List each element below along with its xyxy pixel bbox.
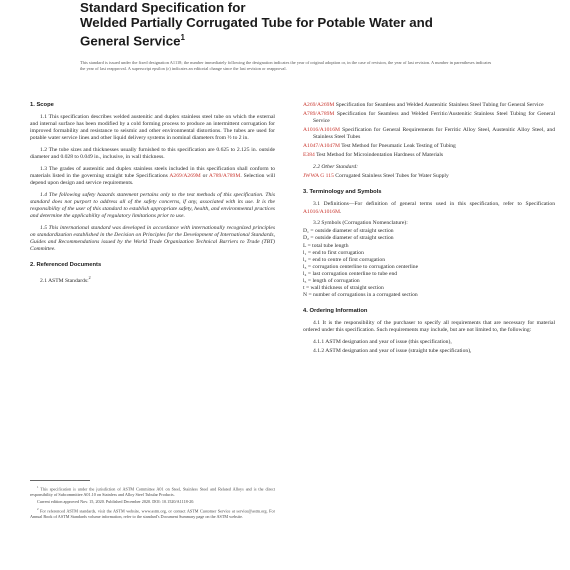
reference-link[interactable]: A269/A269M [303,102,335,108]
section-heading-terminology: 3. Terminology and Symbols [303,189,382,196]
issue-statement: This standard is issued under the fixed designation A1118; the number immediately following the designation indicates the year of original adoption or, in the case of revision, the year of last revision. A number in parentheses indicates the year of last reapproval. A superscript epsilon (ε) indicates an editorial change since the last revision or reapproval. [80,60,492,71]
paragraph-4-1-2: 4.1.2 ASTM designation and year of issue (straight tube specification), [313,347,472,354]
link-a269[interactable]: A269/A269M [169,172,201,179]
reference-link[interactable]: A1016/A1016M [303,127,340,134]
reference-item: A789/A789M Specification for Seamless and Welded Ferritic/Austenitic Stainless Steel Tubing for General Service [303,111,555,125]
reference-item: JWWA G 115 Corrugated Stainless Steel Tubes for Water Supply [303,173,449,180]
symbol-list [303,228,555,298]
symbol-item: l₅ = length of corrugation [303,277,360,284]
reference-link[interactable]: E384 [303,152,315,159]
title-line-1: Standard Specification for [80,0,246,15]
section-heading-referenced-documents: 2. Referenced Documents [30,262,102,269]
paragraph-2-1: 2.1 ASTM Standards:$^2$ [40,275,91,284]
footnote-2: $^2$ For referenced ASTM standards, visit the ASTM website, www.astm.org, or contact ASTM Customer Service at service@astm.org. For Annual Book of ASTM Standards volume information, refer to the standard's Document Summary page on the ASTM website. [30,507,275,519]
link-a1016[interactable]: A1016/A1016M [303,208,340,215]
title-line-3: General Service$^1$ [80,33,185,49]
footnote-mark-2: 2 [88,275,91,281]
title-footnote-mark: 1 [180,33,185,42]
reference-item: E384 Test Method for Microindentation Hardness of Materials [303,152,444,159]
symbol-item: D₁ = outside diameter of straight section [303,228,394,235]
footnote-1: $^1$ This specification is under the jurisdiction of ASTM Committee A01 on Steel, Stainless Steel and Related Alloys and is the direct responsibility of Subcommittee A01.10 on Stainless and Alloy Steel Tubular Products. [30,485,275,497]
reference-item: A1016/A1016M Specification for General Requirements for Ferritic Alloy Steel, Austenitic Alloy Steel, and Stainless Steel Tubes [303,127,555,141]
symbol-item: l₄ = last corrugation centerline to tube end [303,270,398,277]
paragraph-2-2: 2.2 Other Standard: [313,164,359,171]
paragraph-4-1-1: 4.1.1 ASTM designation and year of issue (this specification), [313,338,452,345]
reference-link[interactable]: JWWA G 115 [303,173,334,180]
symbol-item: D₂ = outside diameter of straight section [303,235,394,242]
paragraph-3-1: 3.1 Definitions—For definition of general terms used in this specification, refer to Specification A1016/A1016M. [303,201,555,215]
symbol-item: N = number of corrugations in a corrugated section [303,291,418,298]
paragraph-1-2: 1.2 The tube sizes and thicknesses usually furnished to this specification are 0.625 to 2.125 in. outside diameter and 0.028 to 0.049 in., inclusive, in wall thickness. [30,147,275,161]
document-title [80,0,520,48]
link-a789[interactable]: A789/A789M [208,172,241,179]
paragraph-3-2: 3.2 Symbols (Corrugation Nomenclature): [313,220,408,227]
reference-item: A1047/A1047M Test Method for Pneumatic Leak Testing of Tubing [303,143,456,150]
paragraph-4-1: 4.1 It is the responsibility of the purchaser to specify all requirements that are necessary for material ordered under this specification. Such requirements may include, but are not limited to, the following: [303,319,555,333]
symbol-item: t = wall thickness of straight section [303,284,384,291]
footnote-edition: Current edition approved Nov. 15, 2020. Published December 2020. DOI: 10.1520/A1118-20. [37,499,195,505]
reference-link[interactable]: A1047/A1047M [303,143,340,150]
symbol-item: l₂ = end to centre of first corrugation [303,256,385,263]
paragraph-1-4: 1.4 The following safety hazards statement pertains only to the test methods of this specification. This standard does not purport to address all of the safety concerns, if any, associated with its use. It is the responsibility of the user of this standard to establish appropriate safety, health, and environmental practices and determine the applicability of regulatory limitations prior to use. [30,191,275,219]
paragraph-1-5: 1.5 This international standard was developed in accordance with internationally recognized principles on standardization established in the Decision on Principles for the Development of International Standards, Guides and Recommendations issued by the World Trade Organization Technical Barriers to Trade (TBT) Committee. [30,224,275,252]
title-line-2: Welded Partially Corrugated Tube for Potable Water and [80,15,433,30]
footnote-divider [30,480,90,481]
symbol-item: l₃ = corrugation centerline to corrugation centerline [303,263,419,270]
section-heading-scope: 1. Scope [30,102,54,108]
section-heading-ordering: 4. Ordering Information [303,307,368,314]
reference-item: A269/A269M Specification for Seamless and Welded Austenitic Stainless Steel Tubing for General Service [303,102,544,108]
footnotes [30,485,275,521]
symbol-item: l₁ = end to first corrugation [303,249,364,256]
left-column [30,102,275,290]
reference-link[interactable]: A789/A789M [303,111,335,118]
paragraph-1-3: 1.3 The grades of austenitic and duplex stainless steels included in this specification shall conform to materials listed in the governing straight tube Specifications A269/A269M or A789/A789M. Selection will depend upon design and service requirements. [30,165,276,187]
symbol-item: L = total tube length [303,242,349,249]
right-column [303,102,555,360]
paragraph-1-1: 1.1 This specification describes welded austenitic and duplex stainless steel tube on which the external and internal surface has been modified by a cold forming process to produce an intermittent corrugation for improved formability and resistance to seismic and other environmental distortions. The tubes are used for potable water service lines and other liquid delivery systems in nominal diameters from ½ to 2 in. [30,114,275,142]
